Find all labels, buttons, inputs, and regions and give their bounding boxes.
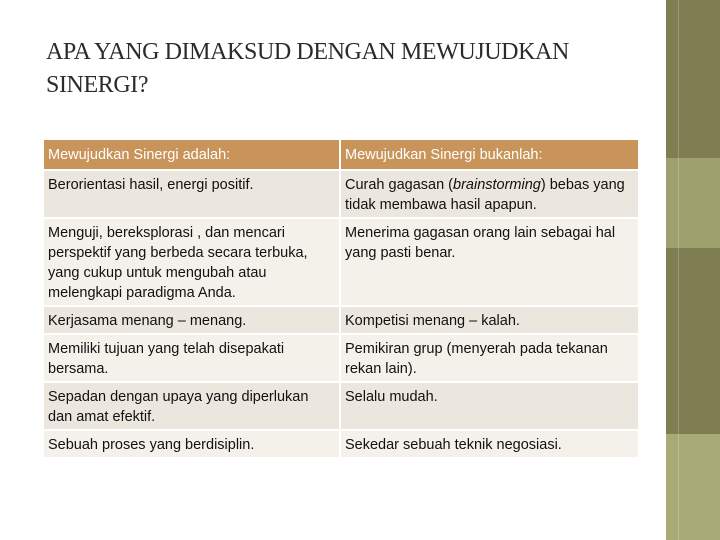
cell-is: Menguji, bereksplorasi , dan mencari perspektif yang berbeda secara terbuka, yang cukup untuk mengubah atau melengkapi paradigma Anda. — [43, 218, 340, 306]
cell-is: Berorientasi hasil, energi positif. — [43, 170, 340, 218]
band-segment — [666, 248, 720, 434]
cell-text: ) bebas yang tidak membawa hasil apapun. — [345, 177, 625, 213]
band-segment — [666, 158, 720, 248]
synergy-comparison-table — [42, 138, 640, 459]
band-divider — [678, 0, 679, 540]
cell-is: Memiliki tujuan yang telah disepakati bersama. — [43, 334, 340, 382]
decorative-side-band — [666, 0, 720, 540]
cell-is-not: Sekedar sebuah teknik negosiasi. — [340, 430, 639, 458]
band-segment — [666, 0, 720, 158]
cell-is-not — [340, 170, 639, 218]
cell-is-not: Selalu mudah. — [340, 382, 639, 430]
cell-is: Sebuah proses yang berdisiplin. — [43, 430, 340, 458]
column-header-is: Mewujudkan Sinergi adalah: — [43, 139, 340, 170]
cell-is-not: Menerima gagasan orang lain sebagai hal yang pasti benar. — [340, 218, 639, 306]
table-row — [43, 334, 639, 382]
cell-text: Curah gagasan ( — [345, 177, 454, 193]
table-row — [43, 430, 639, 458]
table-row — [43, 218, 639, 306]
column-header-is-not: Mewujudkan Sinergi bukanlah: — [340, 139, 639, 170]
cell-is-not: Kompetisi menang – kalah. — [340, 306, 639, 334]
cell-is: Sepadan dengan upaya yang diperlukan dan amat efektif. — [43, 382, 340, 430]
table-row — [43, 382, 639, 430]
cell-italic-text: brainstorming — [453, 177, 541, 193]
cell-is-not: Pemikiran grup (menyerah pada tekanan rekan lain). — [340, 334, 639, 382]
cell-is: Kerjasama menang – menang. — [43, 306, 340, 334]
table-row — [43, 306, 639, 334]
slide-title: APA YANG DIMAKSUD DENGAN MEWUJUDKAN SINERGI? — [46, 39, 569, 98]
table-header-row — [43, 139, 639, 170]
band-segment — [666, 434, 720, 540]
table-row — [43, 170, 639, 218]
